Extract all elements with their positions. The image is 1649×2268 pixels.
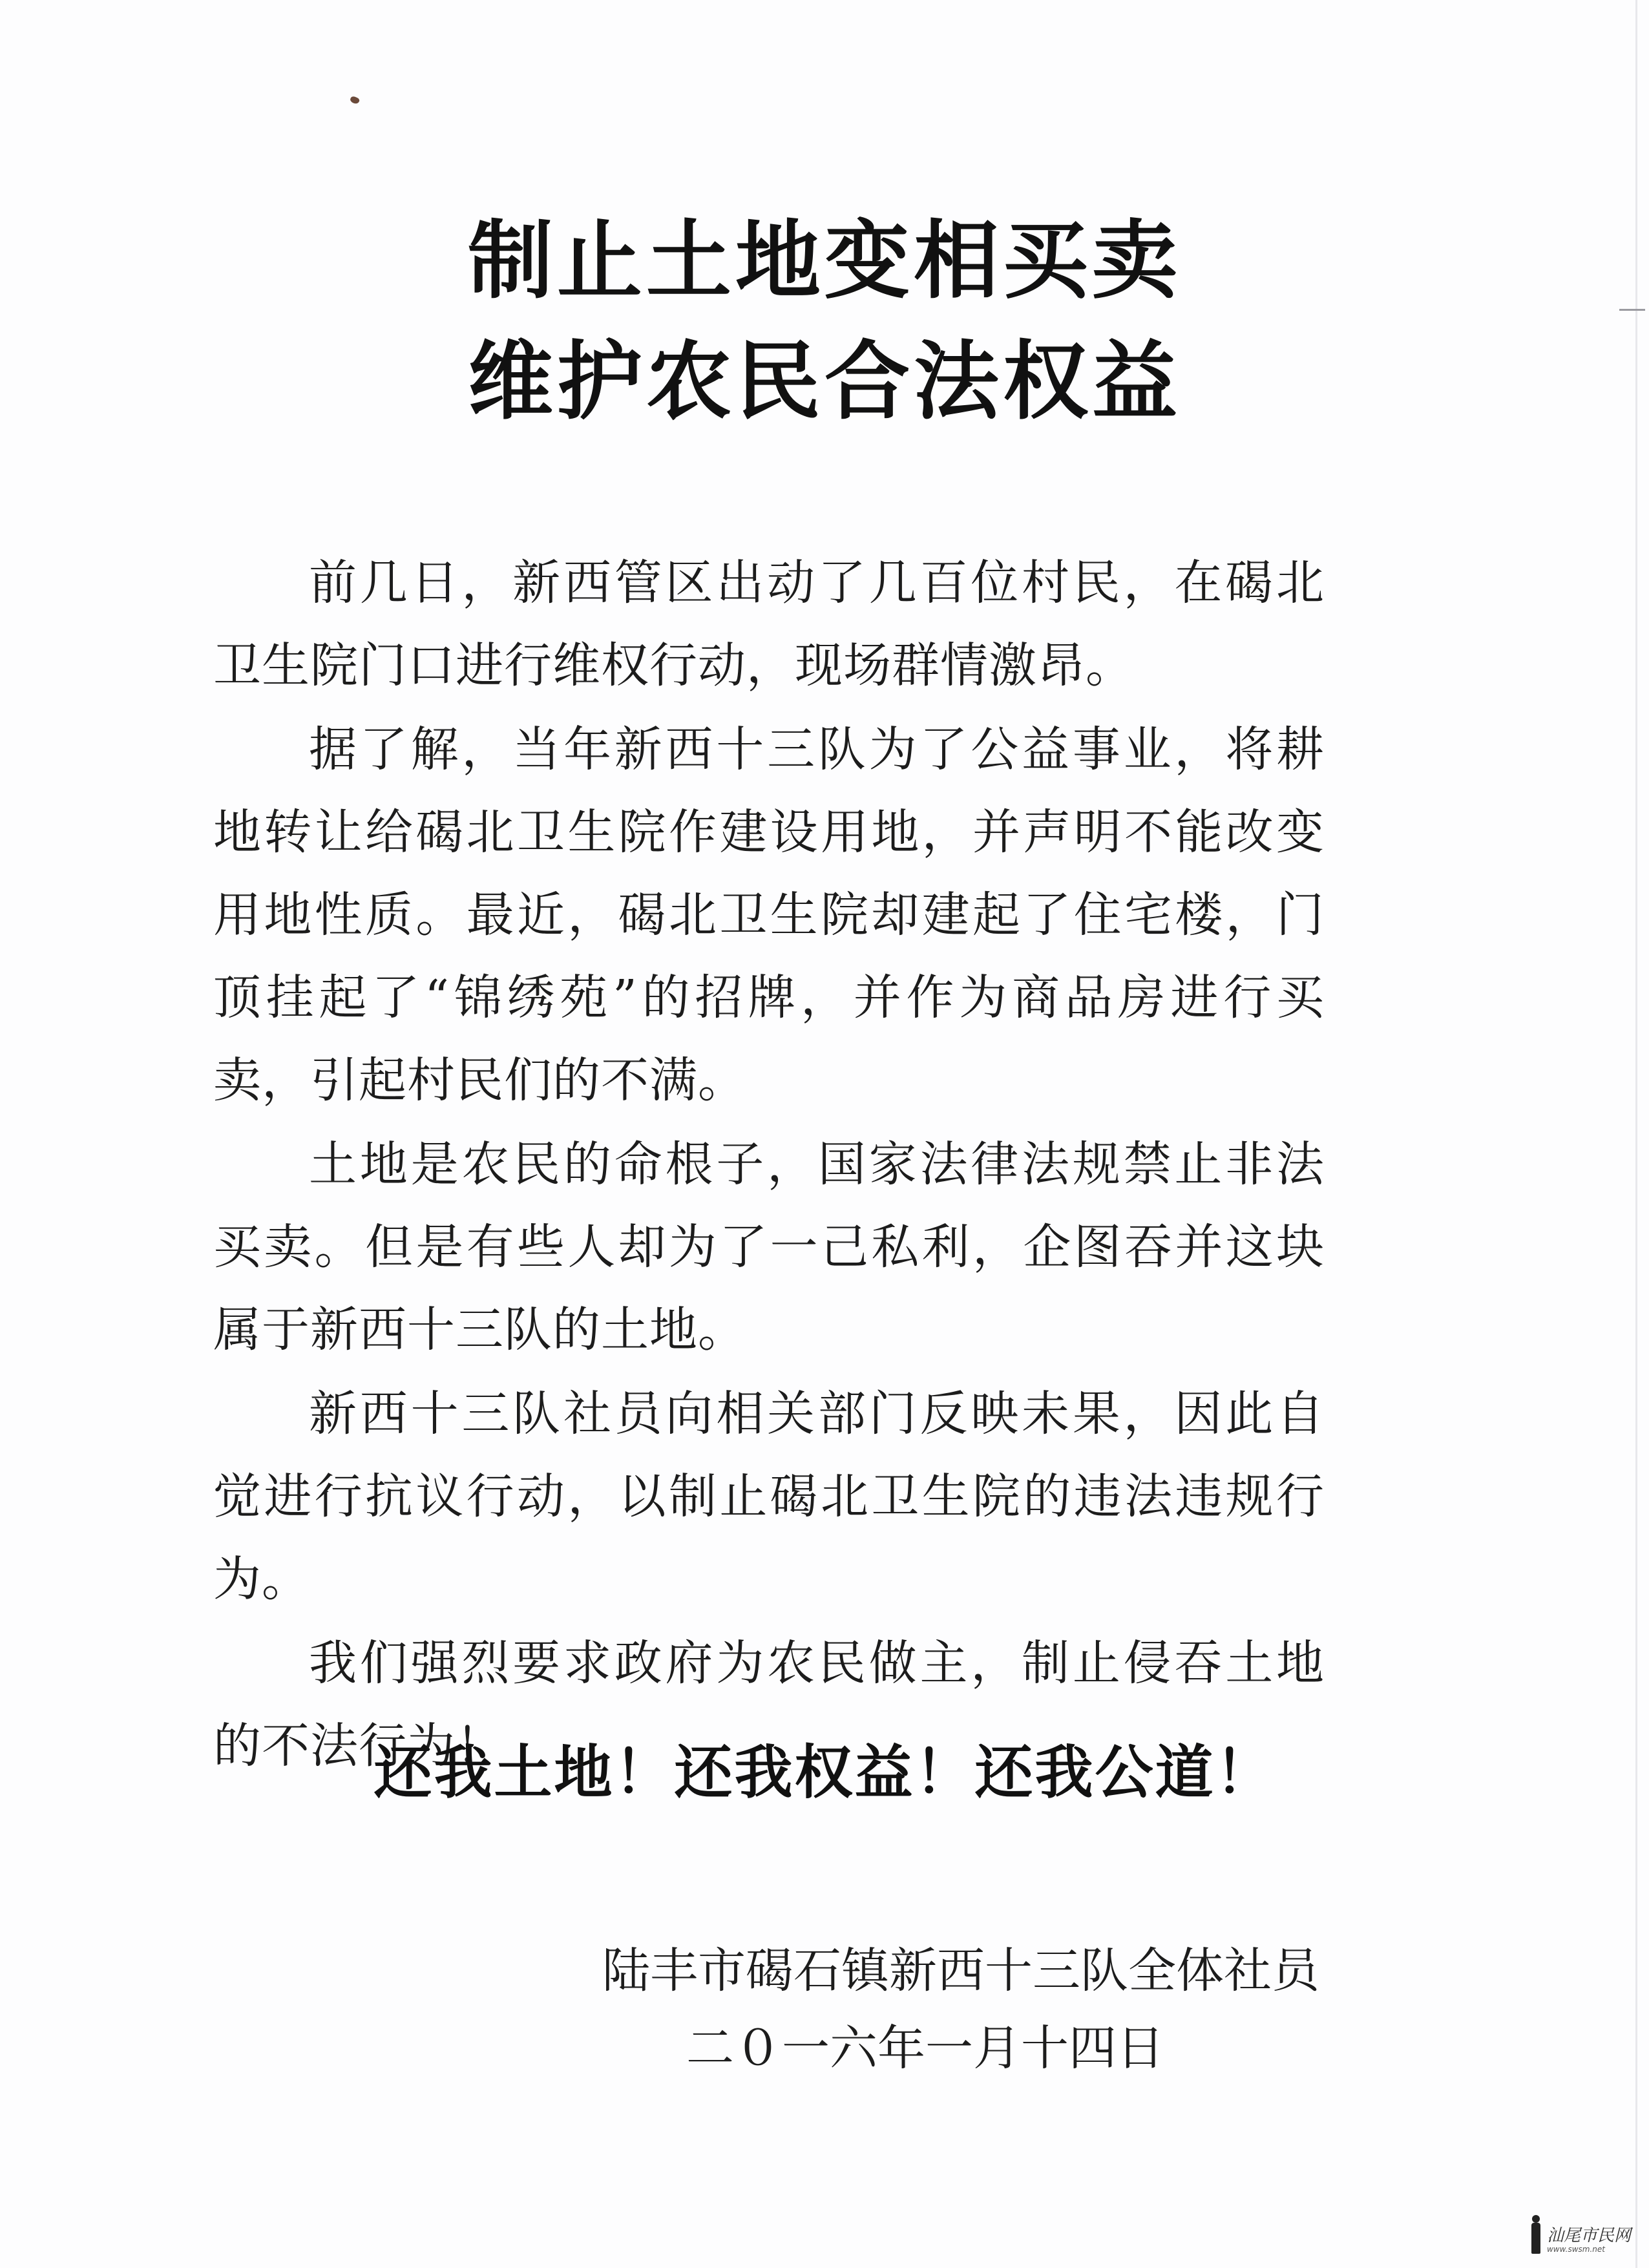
watermark-text — [1547, 2227, 1631, 2254]
paragraph: 前几日，新西管区出动了几百位村民，在碣北卫生院门口进行维权行动，现场群情激昂。 — [213, 555, 1325, 693]
title-line-1: 制止土地变相买卖 — [468, 211, 1181, 311]
watermark-name: 汕尾市民网 — [1546, 2226, 1631, 2246]
title-line-2: 维护农民合法权益 — [468, 332, 1181, 432]
watermark-url: www.swsm.net — [1546, 2244, 1605, 2254]
person-silhouette-icon — [1529, 2215, 1543, 2254]
letter-body — [213, 541, 1325, 1789]
signature-date: 二０一六年一月十四日 — [686, 2021, 1164, 2076]
paragraph: 土地是农民的命根子，国家法律法规禁止非法买卖。但是有些人却为了一己私利，企图吞并这块属于新西十三队的土地。 — [213, 1137, 1325, 1358]
signature-block — [602, 1932, 1319, 2087]
scan-speck — [350, 96, 361, 105]
paragraph: 据了解，当年新西十三队为了公益事业，将耕地转让给碣北卫生院作建设用地，并声明不能改变用地性质。最近，碣北卫生院却建起了住宅楼，门顶挂起了“锦绣苑”的招牌，并作为商品房进行买卖，引起村民们的不满。 — [213, 722, 1325, 1108]
slogan: 还我土地！还我权益！还我公道！ — [373, 1739, 1276, 1807]
site-watermark — [1529, 2215, 1631, 2254]
margin-mark — [1619, 309, 1645, 311]
paragraph: 新西十三队社员向相关部门反映未果，因此自觉进行抗议行动，以制止碣北卫生院的违法违规行为。 — [213, 1386, 1325, 1607]
signature-org: 陆丰市碣石镇新西十三队全体社员 — [602, 1943, 1319, 1999]
paragraph: 我们强烈要求政府为农民做主，制止侵吞土地的不法行为！ — [213, 1635, 1325, 1774]
